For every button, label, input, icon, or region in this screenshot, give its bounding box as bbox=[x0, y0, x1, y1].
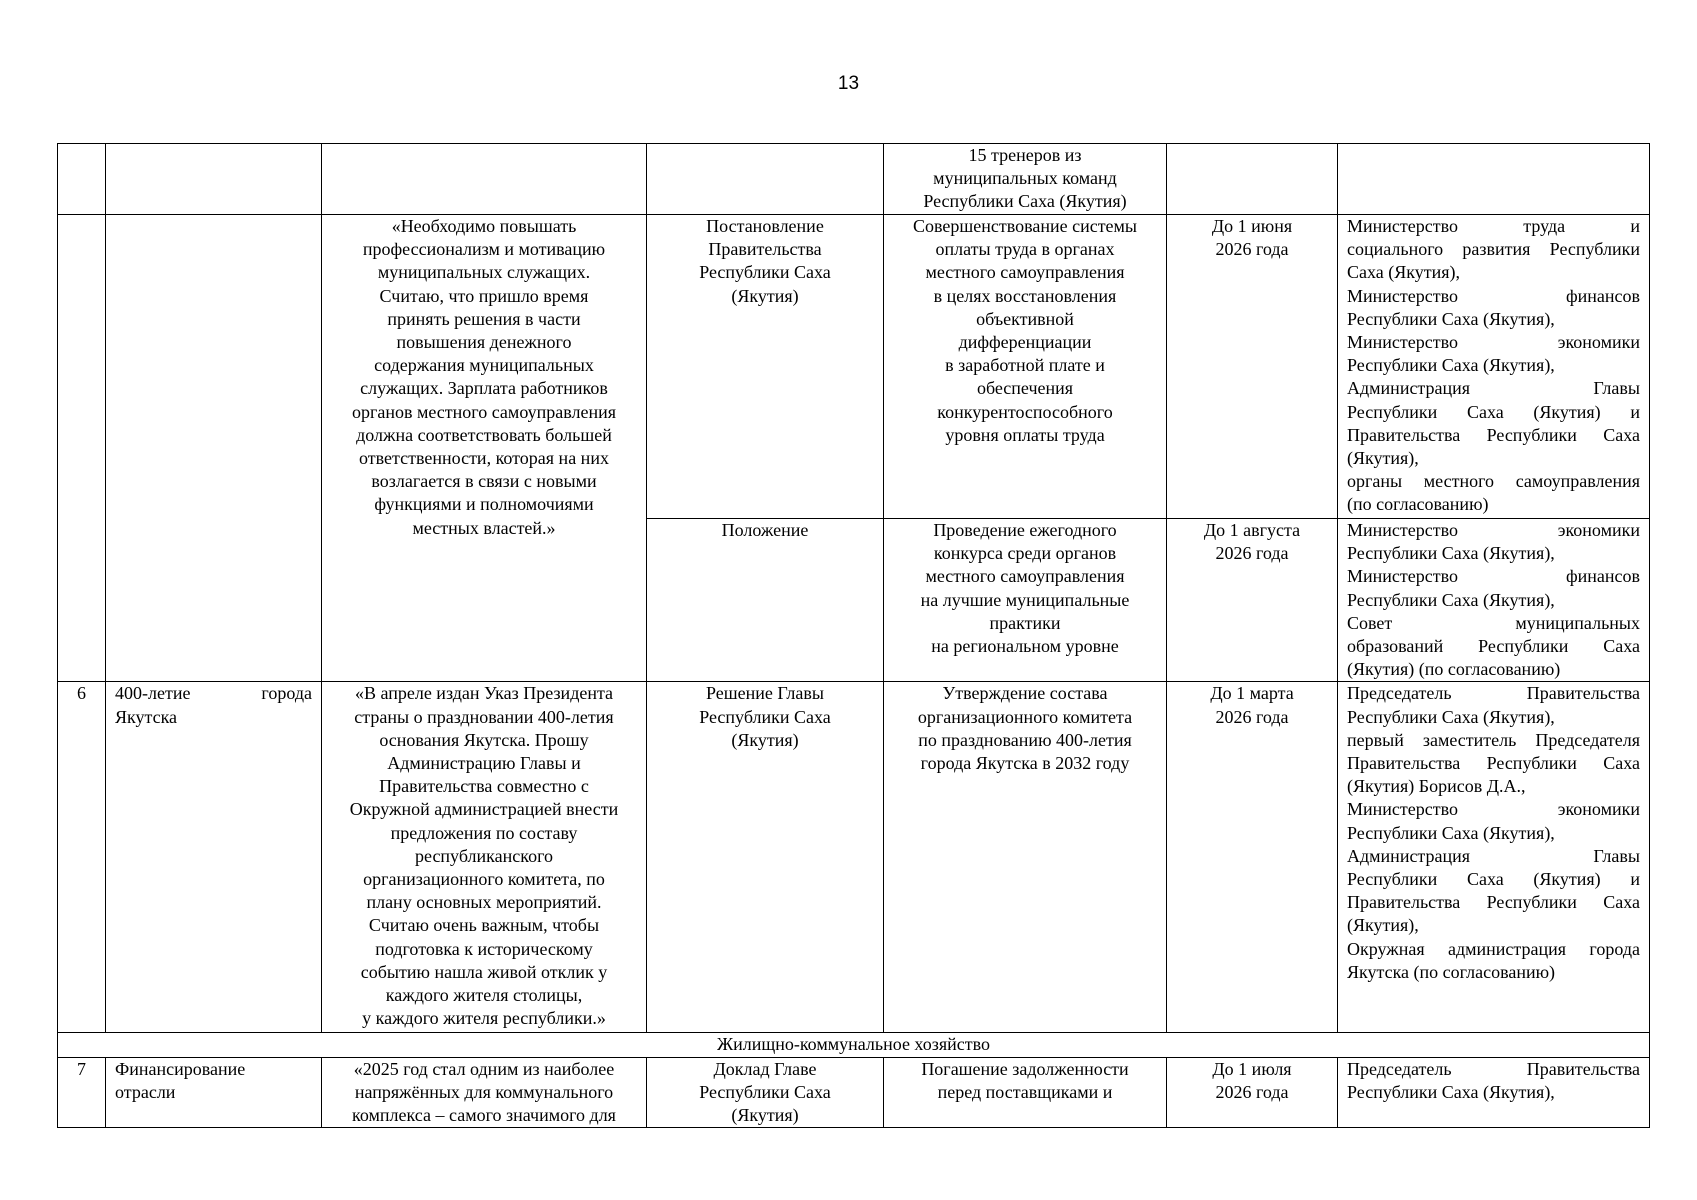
text-line: образований Республики Саха bbox=[1347, 636, 1640, 657]
text-line: предложения по составу bbox=[390, 822, 578, 843]
result-cell bbox=[884, 682, 1167, 1033]
text-line: Совет муниципальных bbox=[1347, 612, 1640, 633]
text-line: Министерство экономики bbox=[1347, 520, 1640, 540]
text-line: Утверждение состава bbox=[942, 683, 1108, 704]
text-line: (Якутия) bbox=[731, 729, 799, 750]
text-line: Республики Саха (Якутия) bbox=[923, 191, 1127, 212]
topic-cell bbox=[106, 682, 322, 1033]
text-line: профессионализм и мотивацию bbox=[362, 239, 606, 260]
text-line: Республики Саха (Якутия), bbox=[1347, 308, 1555, 329]
text-line: Постановление bbox=[706, 216, 824, 236]
deadline-cell bbox=[1167, 215, 1338, 519]
text-line: местного самоуправления bbox=[925, 262, 1125, 283]
document-cell bbox=[647, 144, 884, 215]
text-line: (Якутия) Борисов Д.А., bbox=[1347, 776, 1526, 797]
text-line: Совершенствование системы bbox=[912, 216, 1138, 236]
result-cell bbox=[884, 215, 1167, 519]
text-line: Решение Главы bbox=[706, 683, 824, 704]
page-number: 13 bbox=[837, 73, 860, 94]
text-line: Погашение задолженности bbox=[921, 1058, 1129, 1079]
text-line: 2026 года bbox=[1215, 1081, 1289, 1102]
text-line: социального развития Республики bbox=[1347, 239, 1640, 260]
text-line: Администрация Главы bbox=[1347, 845, 1640, 866]
text-line: напряжённых для коммунального bbox=[354, 1081, 614, 1102]
table-row bbox=[58, 1057, 1650, 1128]
text-line: Министерство финансов bbox=[1347, 566, 1640, 587]
text-line: Правительства Республики Саха bbox=[1347, 424, 1640, 445]
text-line: Республики Саха bbox=[699, 262, 831, 283]
text-line: Республики Саха (Якутия), bbox=[1347, 1081, 1555, 1102]
responsible-cell bbox=[1338, 519, 1650, 682]
text-line: ответственности, которая на них bbox=[359, 448, 609, 469]
text-line: оплаты труда в органах bbox=[935, 239, 1115, 260]
text-line: каждого жителя столицы, bbox=[385, 985, 583, 1006]
text-line: Республики Саха (Якутия), bbox=[1347, 355, 1555, 376]
deadline-cell bbox=[1167, 1057, 1338, 1128]
text-line: первый заместитель Председателя bbox=[1347, 729, 1640, 750]
document-cell bbox=[647, 519, 884, 682]
num-cell: 6 bbox=[58, 682, 106, 1033]
text-line: Администрация Главы bbox=[1347, 378, 1640, 399]
topic-cell bbox=[106, 1057, 322, 1128]
quote-cell bbox=[322, 144, 647, 215]
section-title: Жилищно-коммунальное хозяйство bbox=[58, 1033, 1650, 1057]
text-line: Министерство труда и bbox=[1347, 216, 1640, 236]
deadline-cell bbox=[1167, 519, 1338, 682]
text-line: по празднованию 400-летия bbox=[918, 729, 1132, 750]
text-line: повышения денежного bbox=[396, 332, 572, 353]
responsible-cell bbox=[1338, 1057, 1650, 1128]
text-line: на региональном уровне bbox=[931, 636, 1119, 657]
text-line: Окружной администрацией внести bbox=[349, 799, 619, 820]
text-line: Республики Саха (Якутия), bbox=[1347, 706, 1555, 727]
text-line: Республики Саха bbox=[699, 1081, 831, 1102]
text-line: Председатель Правительства bbox=[1347, 683, 1640, 704]
table-row bbox=[58, 682, 1650, 1033]
text-line: До 1 марта bbox=[1210, 683, 1294, 704]
text-line: 15 тренеров из bbox=[968, 145, 1082, 165]
text-line: 2026 года bbox=[1215, 706, 1289, 727]
text-line: уровня оплаты труда bbox=[945, 424, 1105, 445]
text-line: Проведение ежегодного bbox=[933, 520, 1117, 540]
text-line: дифференциации bbox=[958, 332, 1092, 353]
table-row bbox=[58, 215, 1650, 519]
text-line: (Якутия) bbox=[731, 285, 799, 306]
text-line: органы местного самоуправления bbox=[1347, 471, 1640, 492]
text-line: организационного комитета, по bbox=[363, 869, 605, 890]
text-line: До 1 августа bbox=[1203, 520, 1301, 540]
quote-cell bbox=[322, 215, 647, 682]
text-line: содержания муниципальных bbox=[374, 355, 594, 376]
text-line: перед поставщиками и bbox=[937, 1081, 1113, 1102]
text-line: плану основных мероприятий. bbox=[366, 892, 602, 913]
document-cell bbox=[647, 215, 884, 519]
text-line: «Необходимо повышать bbox=[391, 216, 577, 236]
text-line: должна соответствовать большей bbox=[356, 424, 612, 445]
text-line: Республики Саха (Якутия), bbox=[1347, 543, 1555, 564]
result-cell bbox=[884, 1057, 1167, 1128]
text-line: 400-летие города bbox=[115, 683, 312, 704]
text-line: Председатель Правительства bbox=[1347, 1058, 1640, 1079]
num-cell bbox=[58, 215, 106, 682]
topic-cell bbox=[106, 215, 322, 682]
text-line: Республики Саха (Якутия), bbox=[1347, 589, 1555, 610]
topic-cell bbox=[106, 144, 322, 215]
text-line: «2025 год стал одним из наиболее bbox=[353, 1058, 615, 1079]
action-plan-table bbox=[57, 143, 1650, 1128]
text-line: Министерство финансов bbox=[1347, 285, 1640, 306]
text-line: Саха (Якутия), bbox=[1347, 262, 1461, 283]
text-line: обеспечения bbox=[976, 378, 1074, 399]
text-line: До 1 июля bbox=[1212, 1058, 1292, 1079]
text-line: Республики Саха bbox=[699, 706, 831, 727]
result-cell bbox=[884, 519, 1167, 682]
quote-cell bbox=[322, 1057, 647, 1128]
text-line: Считаю, что пришло время bbox=[379, 285, 589, 306]
text-line: страны о праздновании 400-летия bbox=[354, 706, 614, 727]
responsible-cell bbox=[1338, 682, 1650, 1033]
text-line: Якутска bbox=[115, 706, 178, 727]
responsible-cell bbox=[1338, 215, 1650, 519]
text-line: (Якутия), bbox=[1347, 915, 1419, 936]
text-line: «В апреле издан Указ Президента bbox=[354, 683, 614, 704]
quote-cell bbox=[322, 682, 647, 1033]
text-line: местных властей.» bbox=[412, 517, 556, 538]
text-line: Министерство экономики bbox=[1347, 332, 1640, 353]
text-line: комплекса – самого значимого для bbox=[352, 1105, 616, 1126]
text-line: объективной bbox=[976, 308, 1074, 329]
text-line: До 1 июня bbox=[1211, 216, 1293, 236]
text-line: 2026 года bbox=[1215, 543, 1289, 564]
text-line: Положение bbox=[721, 520, 809, 540]
table-row bbox=[58, 144, 1650, 215]
deadline-cell bbox=[1167, 144, 1338, 215]
text-line: Республики Саха (Якутия) и bbox=[1347, 869, 1640, 890]
text-line: основания Якутска. Прошу bbox=[379, 729, 589, 750]
text-line: Доклад Главе bbox=[713, 1058, 817, 1079]
text-line: (Якутия) (по согласованию) bbox=[1347, 659, 1561, 680]
num-cell: 7 bbox=[58, 1057, 106, 1128]
text-line: Правительства Республики Саха bbox=[1347, 753, 1640, 774]
text-line: Якутска (по согласованию) bbox=[1347, 961, 1556, 982]
text-line: служащих. Зарплата работников bbox=[360, 378, 608, 399]
text-line: в заработной плате и bbox=[945, 355, 1105, 376]
document-cell bbox=[647, 1057, 884, 1128]
text-line: Окружная администрация города bbox=[1347, 938, 1640, 959]
text-line: (Якутия) bbox=[731, 1105, 799, 1126]
text-line: органов местного самоуправления bbox=[351, 401, 617, 422]
text-line: отрасли bbox=[115, 1081, 176, 1102]
text-line: Министерство экономики bbox=[1347, 799, 1640, 820]
text-line: Администрацию Главы и bbox=[387, 753, 581, 774]
text-line: практики bbox=[989, 612, 1061, 633]
text-line: событию нашла живой отклик у bbox=[360, 961, 608, 982]
text-line: на лучшие муниципальные bbox=[920, 589, 1130, 610]
text-line: Правительства bbox=[708, 239, 822, 260]
text-line: Финансирование bbox=[115, 1058, 246, 1079]
num-cell bbox=[58, 144, 106, 215]
deadline-cell bbox=[1167, 682, 1338, 1033]
text-line: Республики Саха (Якутия), bbox=[1347, 822, 1555, 843]
text-line: возлагается в связи с новыми bbox=[371, 471, 597, 492]
result-cell bbox=[884, 144, 1167, 215]
responsible-cell bbox=[1338, 144, 1650, 215]
text-line: функциями и полномочиями bbox=[374, 494, 594, 515]
text-line: (Якутия), bbox=[1347, 448, 1419, 469]
text-line: в целях восстановления bbox=[933, 285, 1117, 306]
text-line: местного самоуправления bbox=[925, 566, 1125, 587]
text-line: Считаю очень важным, чтобы bbox=[368, 915, 600, 936]
text-line: Республики Саха (Якутия) и bbox=[1347, 401, 1640, 422]
document-cell bbox=[647, 682, 884, 1033]
text-line: подготовка к историческому bbox=[375, 938, 593, 959]
text-line: Правительства совместно с bbox=[379, 776, 589, 797]
text-line: принять решения в части bbox=[387, 308, 581, 329]
text-line: республиканского bbox=[415, 845, 553, 866]
text-line: организационного комитета bbox=[917, 706, 1133, 727]
text-line: Правительства Республики Саха bbox=[1347, 892, 1640, 913]
text-line: у каждого жителя республики.» bbox=[362, 1008, 606, 1029]
text-line: (по согласованию) bbox=[1347, 494, 1489, 515]
text-line: конкурентоспособного bbox=[937, 401, 1113, 422]
text-line: города Якутска в 2032 году bbox=[920, 753, 1130, 774]
text-line: муниципальных служащих. bbox=[377, 262, 591, 283]
section-row bbox=[58, 1033, 1650, 1057]
text-line: конкурса среди органов bbox=[933, 543, 1117, 564]
text-line: муниципальных команд bbox=[933, 168, 1117, 189]
text-line: 2026 года bbox=[1215, 239, 1289, 260]
